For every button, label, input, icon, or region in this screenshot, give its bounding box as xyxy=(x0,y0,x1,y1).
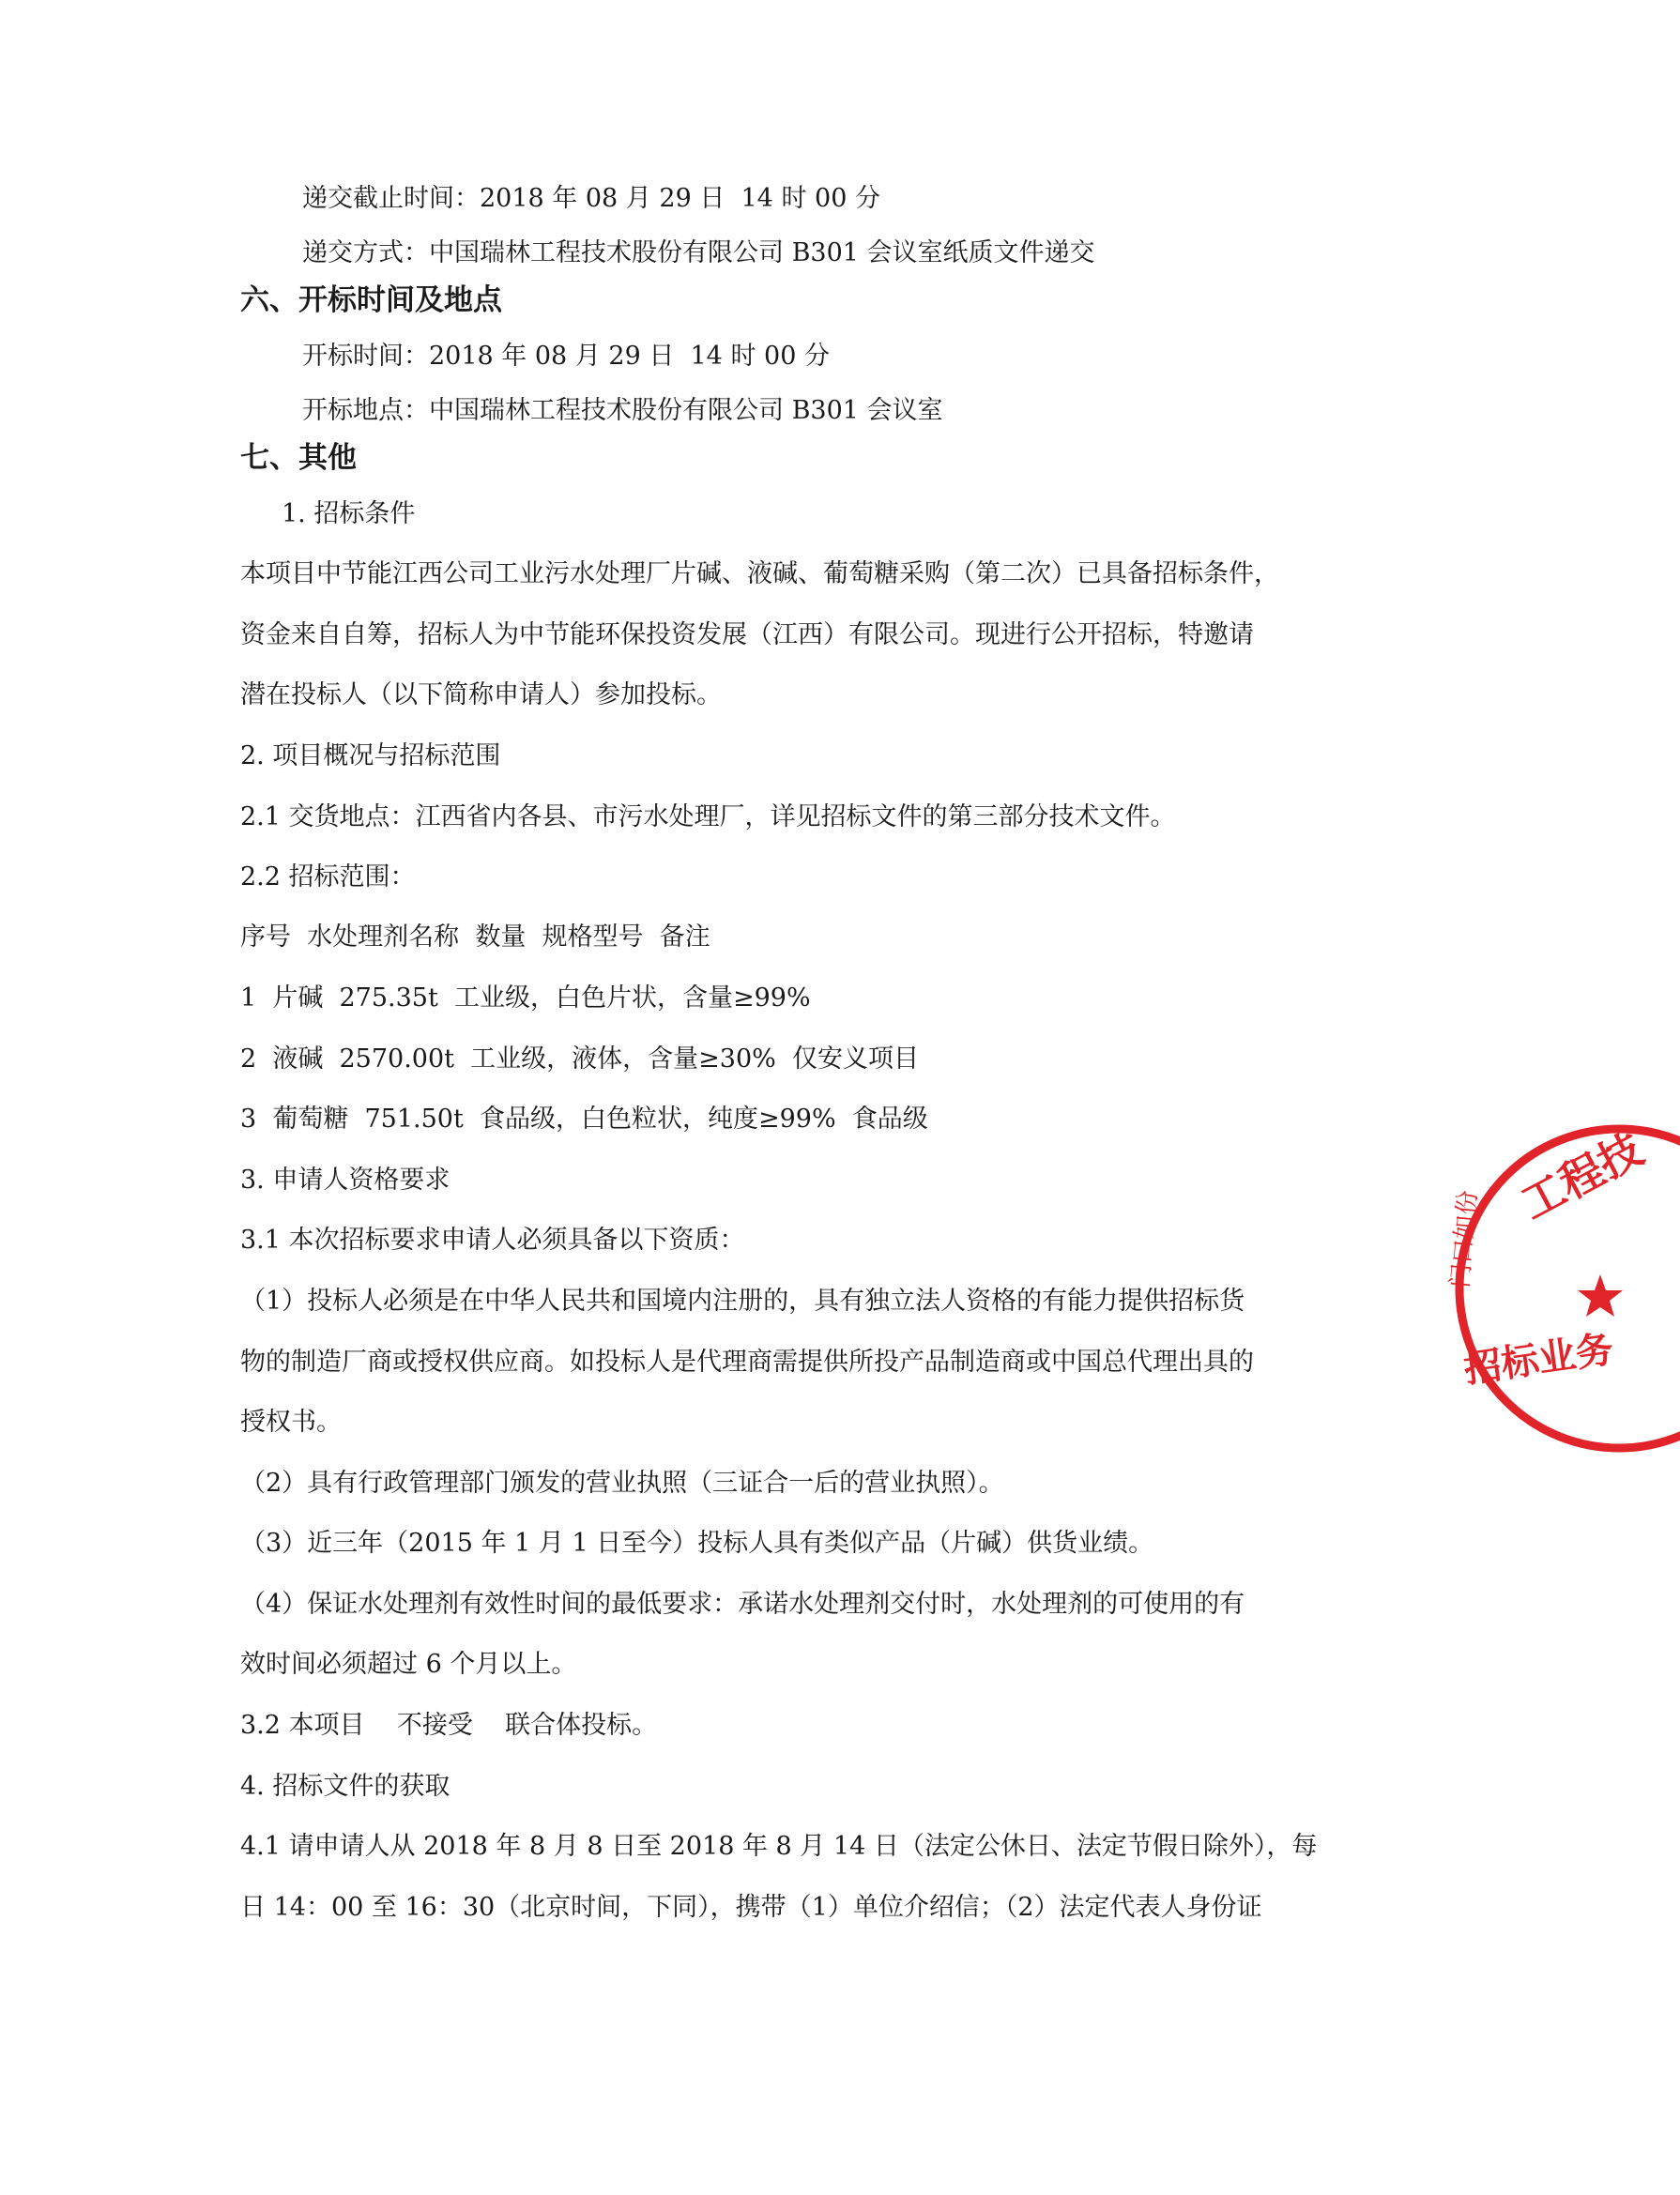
qualification-1-line-3: 授权书。 xyxy=(240,1408,342,1437)
subheading-2: 2. 项目概况与招标范围 xyxy=(240,741,501,770)
stamp-text-bottom: 招标业务 xyxy=(1460,1328,1616,1391)
subheading-4: 4. 招标文件的获取 xyxy=(240,1772,451,1801)
scope-table-header: 序号 水处理剂名称 数量 规格型号 备注 xyxy=(240,922,710,952)
paragraph-1-line-3: 潜在投标人（以下简称申请人）参加投标。 xyxy=(240,680,722,709)
bidding-scope: 2.2 招标范围： xyxy=(240,862,416,892)
qualification-1-line-1: （1）投标人必须是在中华人民共和国境内注册的，具有独立法人资格的有能力提供招标货 xyxy=(240,1287,1245,1316)
stamp-text-top: 工程技 xyxy=(1513,1125,1651,1228)
document-acquisition-line-2: 日 14：00 至 16：30（北京时间，下同），携带（1）单位介绍信；（2）法定代表人身份证 xyxy=(240,1893,1262,1922)
section-7-heading: 七、其他 xyxy=(240,441,357,475)
section-6-heading: 六、开标时间及地点 xyxy=(240,283,502,317)
scope-row-2: 2 液碱 2570.00t 工业级，液体，含量≥30% 仅安义项目 xyxy=(240,1044,919,1074)
document-acquisition-line-1: 4.1 请申请人从 2018 年 8 月 8 日至 2018 年 8 月 14 日（法定公休日、法定节假日除外），每 xyxy=(240,1832,1318,1861)
qualification-2: （2）具有行政管理部门颁发的营业执照（三证合一后的营业执照）。 xyxy=(240,1469,1004,1498)
paragraph-1-line-1: 本项目中节能江西公司工业污水处理厂片碱、液碱、葡萄糖采购（第二次）已具备招标条件， xyxy=(240,559,1279,588)
paragraph-1-line-2: 资金来自自筹，招标人为中节能环保投资发展（江西）有限公司。现进行公开招标，特邀请 xyxy=(240,620,1254,649)
qualification-4-line-1: （4）保证水处理剂有效性时间的最低要求：承诺水处理剂交付时，水处理剂的可使用的有 xyxy=(240,1590,1245,1619)
delivery-location: 2.1 交货地点：江西省内各县、市污水处理厂，详见招标文件的第三部分技术文件。 xyxy=(240,802,1176,831)
qualification-intro: 3.1 本次招标要求申请人必须具备以下资质： xyxy=(240,1226,745,1255)
submission-deadline: 递交截止时间：2018 年 08 月 29 日 14 时 00 分 xyxy=(302,184,880,213)
consortium-clause: 3.2 本项目 不接受 联合体投标。 xyxy=(240,1711,658,1740)
qualification-3: （3）近三年（2015 年 1 月 1 日至今）投标人具有类似产品（片碱）供货业绩。 xyxy=(240,1529,1154,1558)
scope-row-1: 1 片碱 275.35t 工业级，白色片状，含量≥99% xyxy=(240,983,811,1013)
opening-time: 开标时间：2018 年 08 月 29 日 14 时 00 分 xyxy=(302,342,830,371)
qualification-4-line-2: 效时间必须超过 6 个月以上。 xyxy=(240,1650,577,1679)
qualification-1-line-2: 物的制造厂商或授权供应商。如投标人是代理商需提供所投产品制造商或中国总代理出具的 xyxy=(240,1348,1254,1377)
company-seal-stamp xyxy=(1445,1115,1680,1462)
scope-row-3: 3 葡萄糖 751.50t 食品级，白色粒状，纯度≥99% 食品级 xyxy=(240,1105,928,1134)
subheading-3: 3. 申请人资格要求 xyxy=(240,1166,451,1195)
submission-method: 递交方式：中国瑞林工程技术股份有限公司 B301 会议室纸质文件递交 xyxy=(302,238,1095,267)
opening-location: 开标地点：中国瑞林工程技术股份有限公司 B301 会议室 xyxy=(302,396,943,425)
subheading-1: 1. 招标条件 xyxy=(282,499,416,528)
stamp-text-side: 门口如份 xyxy=(1446,1189,1483,1289)
